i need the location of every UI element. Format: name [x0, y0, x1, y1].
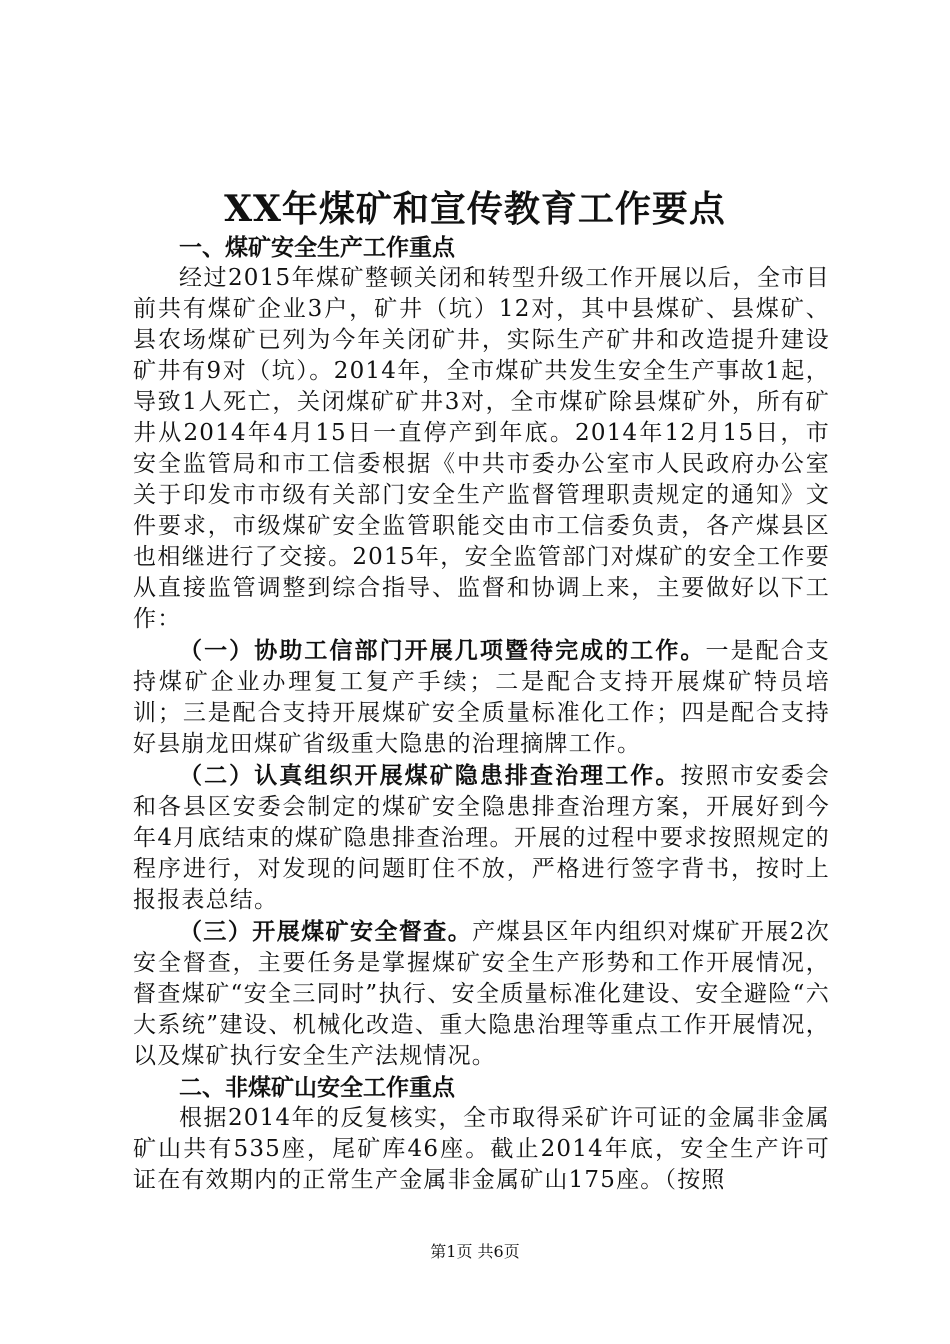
item-3	[133, 916, 830, 1072]
document-body	[133, 232, 830, 1196]
item-3-text: 产煤县区年内组织对煤矿开展2次安全督查，主要任务是掌握煤矿安全生产形势和工作开展情况，督查煤矿“安全三同时”执行、安全质量标准化建设、安全避险“六大系统”建设、机械化改造、重大隐患治理等重点工作开展情况，以及煤矿执行安全生产法规情况。	[133, 919, 830, 1069]
page-footer: 第1页 共6页	[430, 1242, 520, 1261]
section-heading-2: 二、非煤矿山安全工作重点	[179, 1074, 455, 1101]
item-1-text: 一是配合支持煤矿企业办理复工复产手续；二是配合支持开展煤矿特员培训；三是配合支持开展煤矿安全质量标准化工作；四是配合支持好县崩龙田煤矿省级重大隐患的治理摘牌工作。	[133, 638, 831, 757]
item-2-text: 按照市安委会和各县区安委会制定的煤矿安全隐患排查治理方案，开展好到今年4月底结束的煤矿隐患排查治理。开展的过程中要求按照规定的程序进行，对发现的问题盯住不放，严格进行签字背书，按时上报报表总结。	[133, 763, 830, 913]
item-1-lead: （一）协助工信部门开展几项暨待完成的工作。	[179, 637, 706, 664]
document-title: XX年煤矿和宣传教育工作要点	[224, 188, 726, 230]
section-2-intro: 根据2014年的反复核实，全市取得采矿许可证的金属非金属矿山共有535座，尾矿库46座。截止2014年底，安全生产许可证在有效期内的正常生产金属非金属矿山175座。（按照	[133, 1105, 830, 1193]
section-1-intro: 经过2015年煤矿整顿关闭和转型升级工作开展以后，全市目前共有煤矿企业3户，矿井（坑）12对，其中县煤矿、县煤矿、县农场煤矿已列为今年关闭矿井，实际生产矿井和改造提升建设矿井有9对（坑）。2014年，全市煤矿共发生安全生产事故1起，导致1人死亡，关闭煤矿矿井3对，全市煤矿除县煤矿外，所有矿井从2014年4月15日一直停产到年底。2014年12月15日，市安全监管局和市工信委根据《中共市委办公室市人民政府办公室关于印发市市级有关部门安全生产监督管理职责规定的通知》文件要求，市级煤矿安全监管职能交由市工信委负责，各产煤县区也相继进行了交接。2015年，安全监管部门对煤矿的安全工作要从直接监管调整到综合指导、监督和协调上来，主要做好以下工作：	[133, 265, 830, 632]
item-2	[133, 760, 830, 916]
item-1	[133, 635, 830, 760]
item-2-lead: （二）认真组织开展煤矿隐患排查治理工作。	[179, 762, 681, 789]
item-3-lead: （三）开展煤矿安全督查。	[179, 918, 473, 945]
section-heading-1: 一、煤矿安全生产工作重点	[179, 234, 455, 261]
